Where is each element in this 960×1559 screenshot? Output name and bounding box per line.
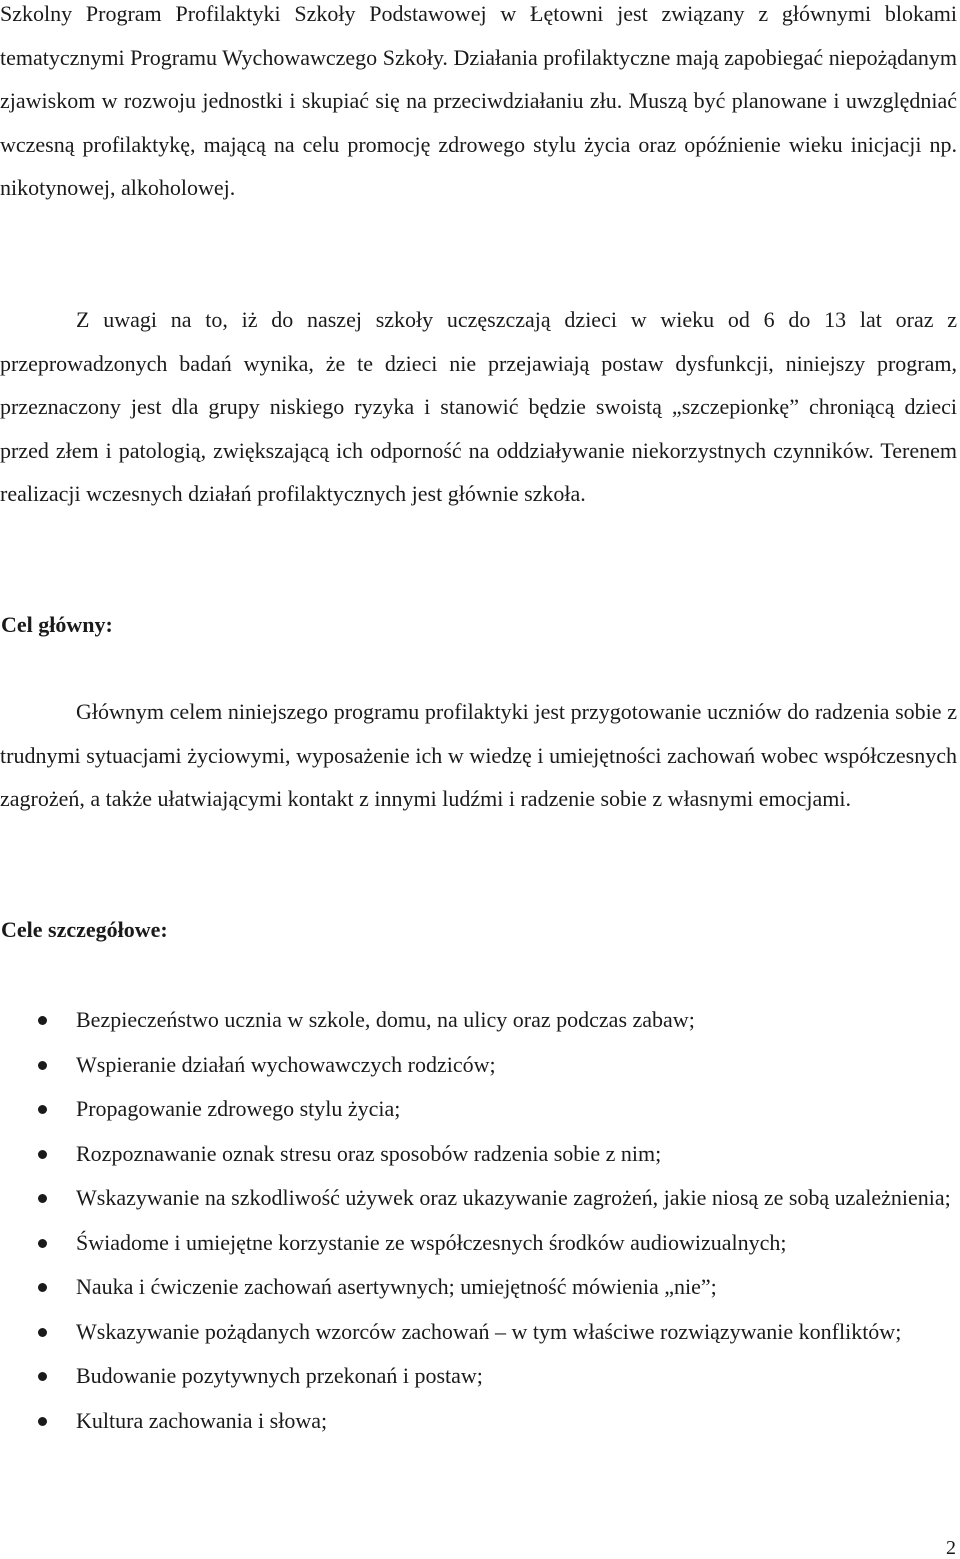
list-item: [0, 1087, 957, 1132]
bullet-icon: [38, 1194, 47, 1203]
list-item: [0, 1354, 957, 1399]
list-item: [0, 1043, 957, 1088]
specific-goals-list: [0, 998, 957, 1443]
list-item: [0, 1176, 957, 1221]
list-item: [0, 1221, 957, 1266]
intro-paragraph: Szkolny Program Profilaktyki Szkoły Podstawowej w Łętowni jest związany z głównymi blokami tematycznymi Programu Wychowawczego Szkoły. Działania profilaktyczne mają zapobiegać niepożądanym zjawiskom w rozwoju jednostki i skupiać się na przeciwdziałaniu złu. Muszą być planowane i uwzględniać wczesną profilaktykę, mającą na celu promocję zdrowego stylu życia oraz opóźnienie wieku inicjacji np. nikotynowej, alkoholowej.: [0, 1, 957, 201]
list-item-text: Kultura zachowania i słowa;: [76, 1407, 328, 1433]
list-item-text: Wspieranie działań wychowawczych rodziców;: [76, 1051, 496, 1077]
list-item-text: Bezpieczeństwo ucznia w szkole, domu, na ulicy oraz podczas zabaw;: [76, 1007, 695, 1032]
bullet-icon: [38, 1061, 47, 1070]
main-goal-heading: Cel główny:: [1, 612, 113, 637]
list-item-text: Wskazywanie na szkodliwość używek oraz ukazywanie zagrożeń, jakie niosą ze sobą uzależnienia;: [76, 1185, 951, 1210]
list-item: [0, 1265, 957, 1310]
bullet-icon: [38, 1283, 47, 1292]
list-item-text: Propagowanie zdrowego stylu życia;: [76, 1096, 401, 1121]
list-item: [0, 1310, 957, 1355]
bullet-icon: [38, 1372, 47, 1381]
list-item: [0, 1399, 957, 1444]
bullet-icon: [38, 1105, 47, 1114]
list-item-text: Budowanie pozytywnych przekonań i postaw;: [76, 1363, 483, 1388]
main-goal-paragraph: Głównym celem niniejszego programu profilaktyki jest przygotowanie uczniów do radzenia sobie z trudnymi sytuacjami życiowymi, wyposażenie ich w wiedzę i umiejętności zachowań wobec współczesnych zagrożeń, a także ułatwiającymi kontakt z innymi ludźmi i radzenie sobie z własnymi emocjami.: [0, 699, 957, 812]
list-item-text: Świadome i umiejętne korzystanie ze współczesnych środków audiowizualnych;: [76, 1229, 787, 1255]
bullet-icon: [38, 1016, 47, 1025]
page-number: 2: [946, 1537, 956, 1559]
bullet-icon: [38, 1239, 47, 1248]
bullet-icon: [38, 1417, 47, 1426]
list-item-text: Nauka i ćwiczenie zachowań asertywnych; umiejętność mówienia „nie”;: [76, 1274, 717, 1299]
bullet-icon: [38, 1150, 47, 1159]
target-group-paragraph: Z uwagi na to, iż do naszej szkoły uczęszczają dzieci w wieku od 6 do 13 lat oraz z przeprowadzonych badań wynika, że te dzieci nie przejawiają postaw dysfunkcji, niniejszy program, przeznaczony jest dla grupy niskiego ryzyka i stanowić będzie swoistą „szczepionkę” chroniącą dzieci przed złem i patologią, zwiększającą ich odporność na oddziaływanie niekorzystnych czynników. Terenem realizacji wczesnych działań profilaktycznych jest głównie szkoła.: [0, 307, 957, 507]
bullet-icon: [38, 1328, 47, 1337]
list-item: [0, 998, 957, 1043]
specific-goals-heading: Cele szczegółowe:: [1, 917, 168, 942]
list-item-text: Wskazywanie pożądanych wzorców zachowań – w tym właściwe rozwiązywanie konfliktów;: [76, 1318, 902, 1344]
list-item: [0, 1132, 957, 1177]
list-item-text: Rozpoznawanie oznak stresu oraz sposobów radzenia sobie z nim;: [76, 1140, 662, 1166]
